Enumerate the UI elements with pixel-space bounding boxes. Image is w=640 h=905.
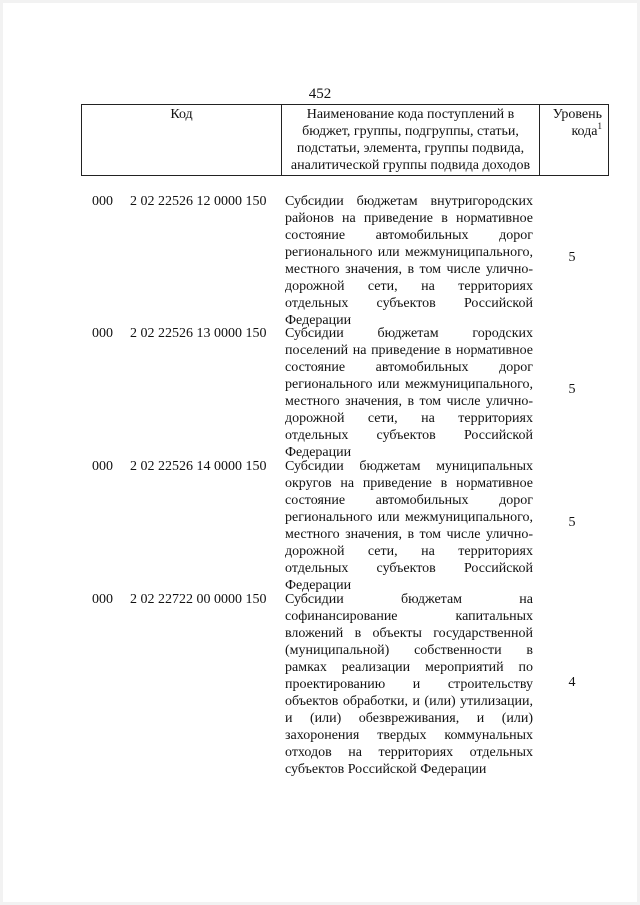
- row-name-line: Федерации: [285, 578, 352, 593]
- table-header: [81, 104, 609, 176]
- row-name: [285, 193, 533, 329]
- row-name-line: отдельных субъектов Российской: [285, 561, 533, 576]
- row-name-line: Субсидии бюджетам на: [285, 592, 533, 607]
- row-name-line: поселений на приведение в нормативное: [285, 343, 533, 358]
- header-code-cell: [82, 105, 282, 176]
- row-level: 4: [568, 675, 576, 690]
- row-name-line: регионального или межмуниципального,: [285, 377, 533, 392]
- row-level: 5: [568, 515, 576, 530]
- footnote-marker: 1: [597, 121, 602, 131]
- row-level: 5: [568, 250, 576, 265]
- row-code: 2 02 22526 13 0000 150: [130, 326, 267, 341]
- row-name-line: состояние автомобильных дорог: [285, 360, 533, 375]
- row-name-line: местного значения, в том числе улично-: [285, 527, 533, 542]
- row-name-line: местного значения, в том числе улично-: [285, 394, 533, 409]
- row-name-line: местного значения, в том числе улично-: [285, 262, 533, 277]
- row-prefix: 000: [92, 326, 113, 341]
- row-code: 2 02 22526 12 0000 150: [130, 194, 267, 209]
- row-name-line: Субсидии бюджетам городских: [285, 326, 533, 341]
- row-name-line: состояние автомобильных дорог: [285, 228, 533, 243]
- row-name-line: проектированию и строительству: [285, 677, 533, 692]
- row-name-line: Федерации: [285, 445, 352, 460]
- row-name-line: рамках реализации мероприятий по: [285, 660, 533, 675]
- row-name-line: объектов обработки, и (или) утилизации,: [285, 694, 533, 709]
- row-code: 2 02 22526 14 0000 150: [130, 459, 267, 474]
- header-name-line: Наименование кода поступлений в: [306, 107, 515, 122]
- row-name-line: состояние автомобильных дорог: [285, 493, 533, 508]
- row-code: 2 02 22722 00 0000 150: [130, 592, 267, 607]
- row-level: 5: [568, 382, 576, 397]
- header-name-line: бюджет, группы, подгруппы, статьи,: [302, 124, 519, 139]
- row-name: [285, 458, 533, 594]
- row-name-line: субъектов Российской Федерации: [285, 762, 487, 777]
- row-name-line: регионального или межмуниципального,: [285, 245, 533, 260]
- row-prefix: 000: [92, 459, 113, 474]
- row-name-line: отходов на территориях отдельных: [285, 745, 533, 760]
- row-name-line: вложений в объекты государственной: [285, 626, 533, 641]
- header-name-cell: [282, 105, 540, 176]
- row-name-line: (муниципальной) собственности в: [285, 643, 533, 658]
- header-level-line1: Уровень: [552, 107, 602, 122]
- row-name-line: Субсидии бюджетам внутригородских: [285, 194, 533, 209]
- row-prefix: 000: [92, 592, 113, 607]
- row-name: [285, 325, 533, 461]
- row-prefix: 000: [92, 194, 113, 209]
- row-name-line: отдельных субъектов Российской: [285, 428, 533, 443]
- header-level-cell: [540, 105, 609, 176]
- row-name-line: дорожной сети, на территориях: [285, 279, 533, 294]
- header-code-label: Код: [170, 107, 193, 122]
- row-name-line: захоронения твердых коммунальных: [285, 728, 533, 743]
- header-name-line: аналитической группы подвида доходов: [290, 158, 531, 173]
- row-name-line: дорожной сети, на территориях: [285, 544, 533, 559]
- row-name-line: районов на приведение в нормативное: [285, 211, 533, 226]
- header-name-line: подстатьи, элемента, группы подвида,: [296, 141, 525, 156]
- row-name-line: Субсидии бюджетам муниципальных: [285, 459, 533, 474]
- row-name-line: и (или) обезвреживания, и (или): [285, 711, 533, 726]
- row-name-line: округов на приведение в нормативное: [285, 476, 533, 491]
- page-number: 452: [308, 86, 332, 102]
- row-name-line: отдельных субъектов Российской: [285, 296, 533, 311]
- header-level-line2: [542, 123, 602, 140]
- row-name-line: софинансирование капитальных: [285, 609, 533, 624]
- row-name: [285, 591, 533, 778]
- row-name-line: Федерации: [285, 313, 352, 328]
- row-name-line: дорожной сети, на территориях: [285, 411, 533, 426]
- row-name-line: регионального или межмуниципального,: [285, 510, 533, 525]
- header-level-label: кода: [571, 124, 598, 139]
